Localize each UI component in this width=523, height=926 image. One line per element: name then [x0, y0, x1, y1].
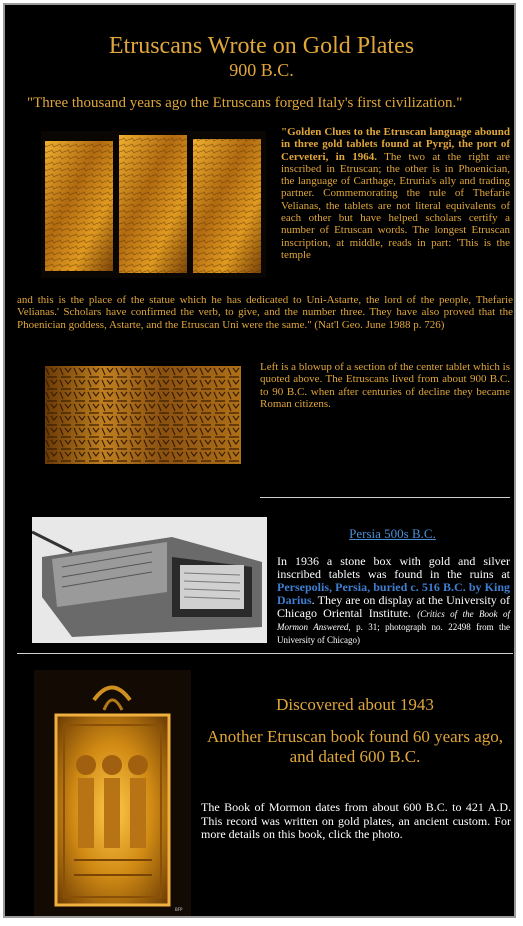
persia-text-b: . They are on display at the University of Chicago Oriental Institute.	[277, 593, 510, 620]
another-book-line1: Another Etruscan book found 60 years ago,	[206, 727, 503, 746]
page-subtitle: 900 B.C.	[229, 60, 294, 80]
page-title: Etruscans Wrote on Gold Plates	[108, 33, 415, 59]
persepolis-stone-box-image	[32, 517, 267, 643]
persia-citation-rest: , p. 31; photograph no. 22498 from the University of Chicago)	[277, 622, 510, 645]
persia-description	[277, 555, 510, 646]
page-frame	[3, 3, 516, 918]
another-book-line2: and dated 600 B.C.	[289, 747, 421, 766]
pyrgi-description-text: The two at the right are inscribed in Etruscan; the other is in Phoenician, the language of Carthage, Etruria's ally and trading partner. Commemorating the rule of Thefarie Velianas, the tablets are not literal equivalents of each other but have helped scholars certify a number of Etruscan words. The longest Etruscan inscription, at middle, reads in part: 'This is the temple	[281, 150, 511, 261]
persia-link[interactable]: Persia 500s B.C.	[349, 526, 436, 541]
discovered-heading: Discovered about 1943	[276, 695, 434, 714]
pyrgi-description-continued: and this is the place of the statue which he has dedicated to Uni-Astarte, the lord of the people, Thefarie Velianas.' Scholars have confirmed the verb, to give, and the number three. They have also proved that the Phoenician goddess, Astarte, and the Etruscan Uni were the same." (Nat'l Geo. June 1988 p. 726)	[17, 294, 513, 331]
divider	[17, 653, 513, 654]
pyrgi-description-bold: "Golden Clues to the Etruscan language abound in three gold tablets found at Pyrgi, the port of Cerveteri, in 1964.	[281, 126, 510, 163]
divider	[260, 497, 510, 498]
intro-quote: "Three thousand years ago the Etruscans forged Italy's first civilization."	[27, 95, 463, 111]
pyrgi-gold-tablets-image	[41, 131, 266, 278]
tablet-blowup-image	[45, 366, 241, 464]
pyrgi-description	[281, 126, 510, 261]
persia-citation-italic: (Critics of the Book of Mormon Answered	[277, 609, 510, 632]
persia-text-a: In 1936 a stone box with gold and silver inscribed tablets was found in the ruins at	[277, 554, 510, 581]
etruscan-gold-book-photo[interactable]	[34, 670, 191, 916]
persepolis-link[interactable]: Persepolis, Persia, buried c. 516 B.C. by King Darius	[277, 580, 510, 607]
blowup-description: Left is a blowup of a section of the center tablet which is quoted above. The Etruscans lived from about 900 B.C. to 90 B.C. when after centuries of decline they became Roman citizens.	[260, 361, 510, 410]
book-of-mormon-text: The Book of Mormon dates from about 600 B.C. to 421 A.D. This record was written on gold plates, an ancient custom. For more details on this book, click the photo.	[201, 800, 511, 841]
another-book-heading	[195, 727, 515, 767]
photo-credit: BFP	[175, 907, 183, 912]
